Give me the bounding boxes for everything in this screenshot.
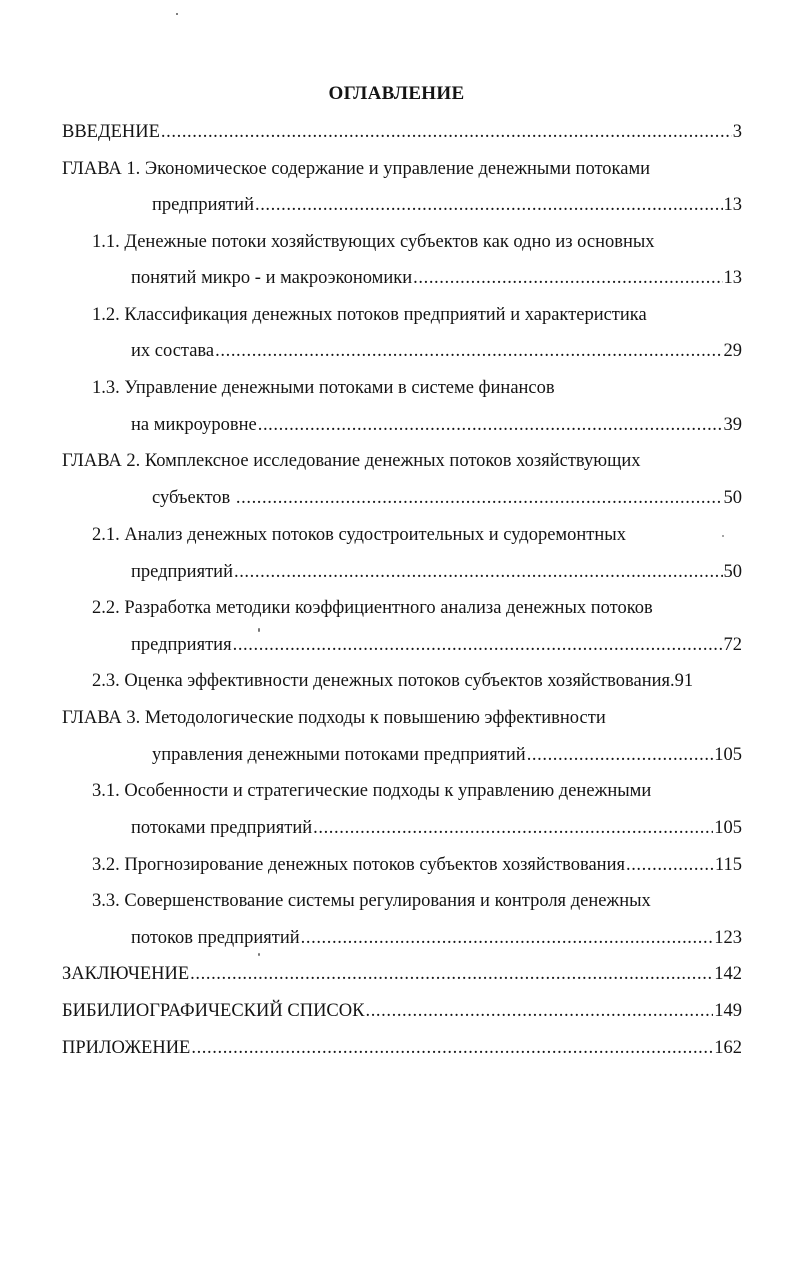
dot-leader <box>527 741 714 769</box>
toc-entry-s11-line1: 1.1. Денежные потоки хозяйствующих субъектов как одно из основных <box>92 232 655 252</box>
scan-speck <box>258 953 260 956</box>
toc-entry-ch2-line1: ГЛАВА 2. Комплексное исследование денежных потоков хозяйствующих <box>62 451 641 471</box>
scan-speck <box>176 13 178 15</box>
toc-entry-s22-line1: 2.2. Разработка методики коэффициентного анализа денежных потоков <box>92 598 653 618</box>
toc-entry-s33-line1: 3.3. Совершенствование системы регулирования и контроля денежных <box>92 891 651 911</box>
dot-leader <box>626 851 714 879</box>
toc-entry-text: предприятий <box>152 195 254 215</box>
toc-entry-text: их состава <box>131 341 215 361</box>
toc-entry-s31-line1: 3.1. Особенности и стратегические подходы к управлению денежными <box>92 781 652 801</box>
toc-entry-s12-line1: 1.2. Классификация денежных потоков предприятий и характеристика <box>92 305 647 325</box>
toc-entry-text: ПРИЛОЖЕНИЕ <box>62 1038 191 1058</box>
toc-page-number: 162 <box>714 1038 742 1058</box>
toc-entry-s12 <box>131 337 742 365</box>
toc-page-number: 105 <box>714 745 742 765</box>
toc-page-number: 123 <box>714 928 742 948</box>
toc-page-number: 39 <box>723 415 742 435</box>
toc-page-number: 72 <box>723 635 742 655</box>
dot-leader <box>234 558 723 586</box>
toc-page-number: 13 <box>723 195 742 215</box>
toc-entry-ch3 <box>152 741 742 769</box>
toc-entry-text: субъектов <box>152 488 235 508</box>
toc-page-number: 13 <box>723 268 742 288</box>
toc-entry-text: предприятия <box>131 635 232 655</box>
toc-entry-s13-line1: 1.3. Управление денежными потоками в системе финансов <box>92 378 555 398</box>
toc-entry-ch1-line1: ГЛАВА 1. Экономическое содержание и управление денежными потоками <box>62 159 651 179</box>
toc-entry-s21 <box>131 558 742 586</box>
toc-entry-s22 <box>131 631 742 659</box>
toc-entry-text: предприятий <box>131 562 233 582</box>
toc-entry-s21-line1: 2.1. Анализ денежных потоков судостроительных и судоремонтных <box>92 525 626 545</box>
dot-leader <box>161 118 732 146</box>
dot-leader <box>255 191 723 219</box>
toc-entry-ch1 <box>152 191 742 219</box>
toc-entry-text: ВВЕДЕНИЕ <box>62 122 160 142</box>
toc-entry-ch2 <box>152 484 742 512</box>
toc-title: ОГЛАВЛЕНИЕ <box>328 83 465 104</box>
dot-leader <box>236 484 723 512</box>
toc-page-number: 3 <box>732 122 742 142</box>
dot-leader <box>301 924 714 952</box>
toc-page-number: 149 <box>714 1001 742 1021</box>
dot-leader <box>215 337 722 365</box>
toc-entry-s33 <box>131 924 742 952</box>
toc-entry-s31 <box>131 814 742 842</box>
toc-entry-s23: 2.3. Оценка эффективности денежных потоков субъектов хозяйствования.91 <box>92 671 694 691</box>
toc-entry-text: потоков предприятий <box>131 928 300 948</box>
toc-entry-text: на микроуровне <box>131 415 257 435</box>
toc-entry-s13 <box>131 411 742 439</box>
toc-page-number: 142 <box>714 964 742 984</box>
dot-leader <box>191 1034 713 1062</box>
dot-leader <box>258 411 723 439</box>
toc-entry-text: управления денежными потоками предприятий <box>152 745 526 765</box>
toc-entry-text: понятий микро - и макроэкономики <box>131 268 413 288</box>
toc-page-number: 50 <box>723 488 742 508</box>
toc-entry-text: потоками предприятий <box>131 818 313 838</box>
scan-speck <box>258 628 260 632</box>
toc-entry-text: ЗАКЛЮЧЕНИЕ <box>62 964 190 984</box>
toc-entry-s11 <box>131 264 742 292</box>
dot-leader <box>313 814 713 842</box>
toc-entry-ch3-line1: ГЛАВА 3. Методологические подходы к повышению эффективности <box>62 708 606 728</box>
toc-page-number: 50 <box>723 562 742 582</box>
toc-entry-text: 3.2. Прогнозирование денежных потоков субъектов хозяйствования <box>92 855 625 875</box>
dot-leader <box>413 264 722 292</box>
toc-entry-conclusion <box>62 960 742 988</box>
toc-page-number: 29 <box>723 341 742 361</box>
toc-entry-intro <box>62 118 742 146</box>
toc-entry-bibliography <box>62 997 742 1025</box>
dot-leader <box>365 997 713 1025</box>
toc-entry-s32 <box>92 851 742 879</box>
dot-leader <box>190 960 713 988</box>
toc-page-number: 115 <box>714 855 742 875</box>
dot-leader <box>233 631 723 659</box>
scan-speck <box>722 535 724 537</box>
toc-entry-appendix <box>62 1034 742 1062</box>
toc-entry-text: БИБИЛИОГРАФИЧЕСКИЙ СПИСОК <box>62 1001 365 1021</box>
toc-page-number: 105 <box>714 818 742 838</box>
